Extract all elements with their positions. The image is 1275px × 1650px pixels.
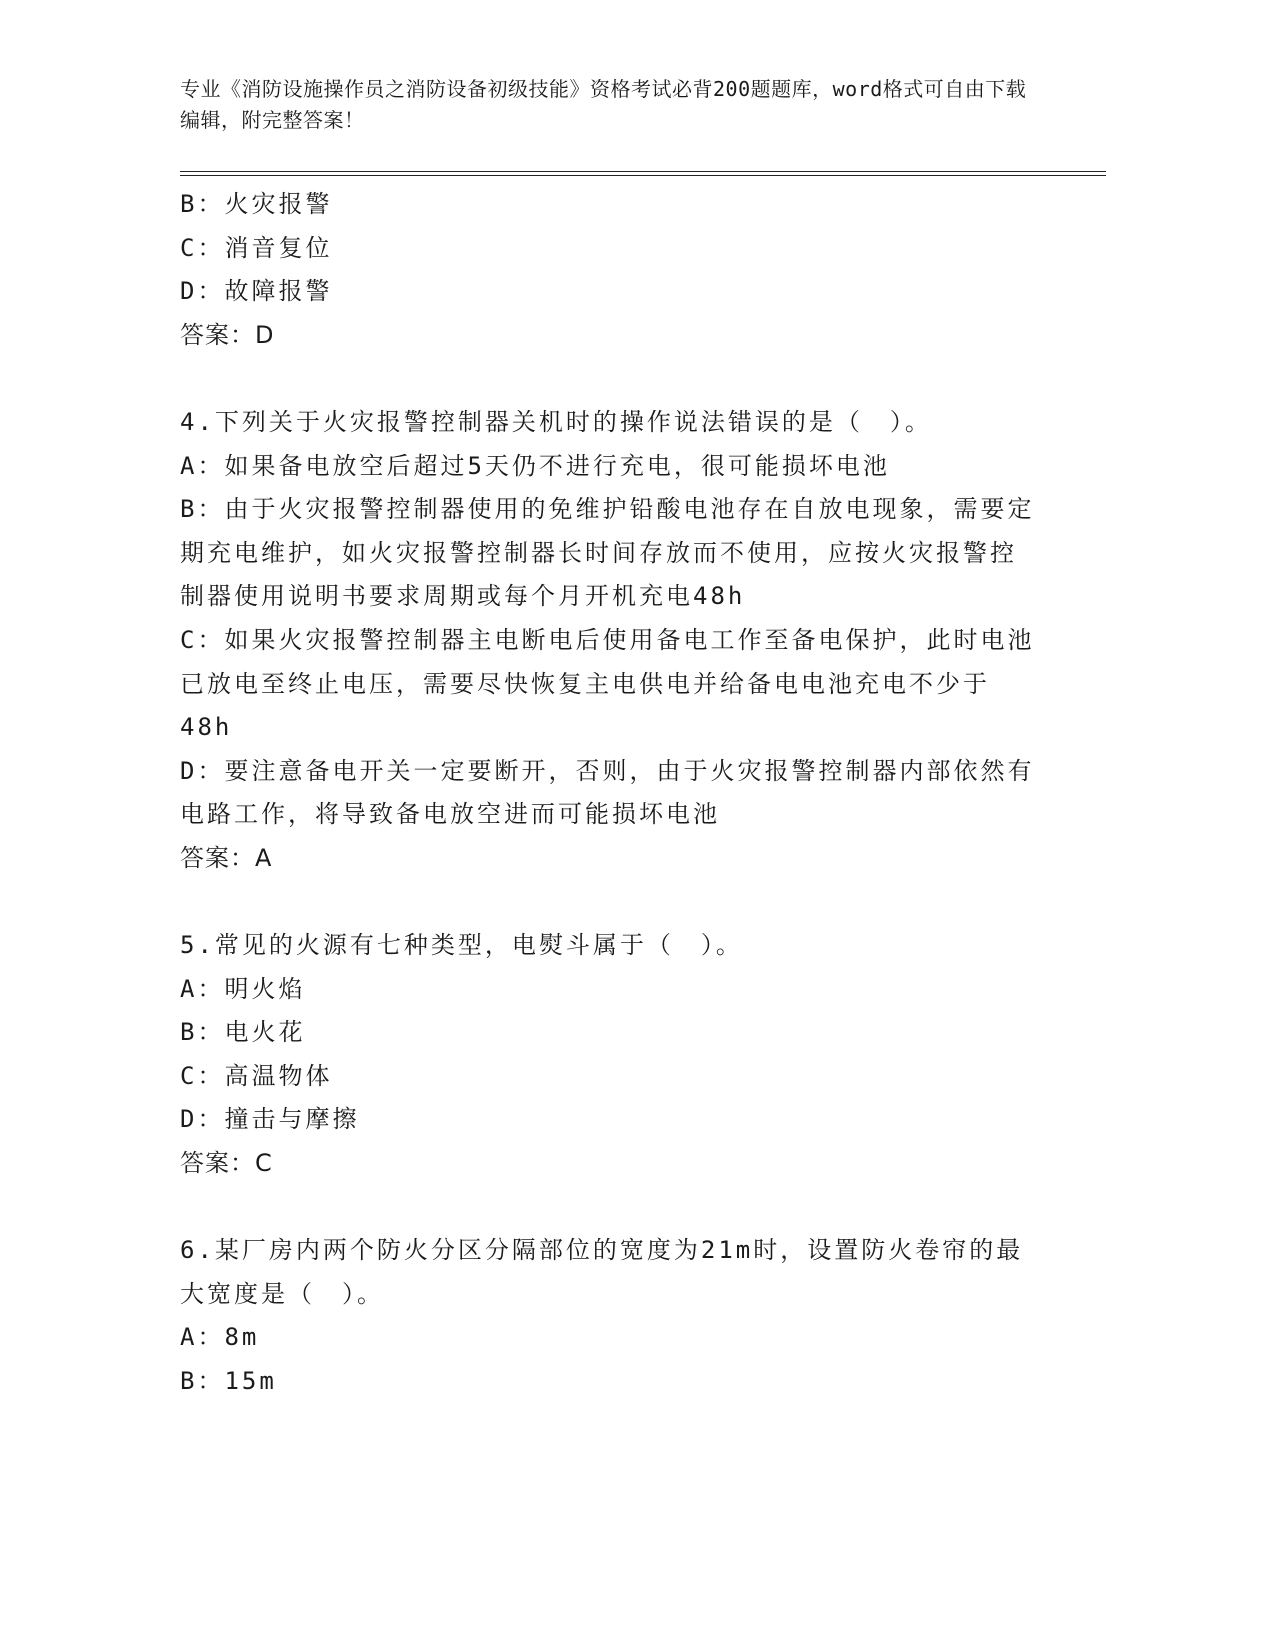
question-spacer xyxy=(180,357,1040,401)
header-divider-top xyxy=(180,171,1106,172)
answer-option: B：15m xyxy=(180,1367,277,1396)
answer-line: 答案：C xyxy=(180,1149,273,1178)
answer-option: A：明火焰 xyxy=(180,974,306,1003)
answer-line: 答案：A xyxy=(180,843,273,872)
question-stem: 4.下列关于火灾报警控制器关机时的操作说法错误的是（ ）。 xyxy=(180,407,932,436)
answer-option: C：如果火灾报警控制器主电断电后使用备电工作至备电保护，此时电池已放电至终止电压，需要尽快恢复主电供电并给备电电池充电不少于48h xyxy=(180,625,1035,742)
answer-option: B：火灾报警 xyxy=(180,190,333,218)
question-stem: 6.某厂房内两个防火分区分隔部位的宽度为21m时，设置防火卷帘的最大宽度是（ ）。 xyxy=(180,1236,1024,1308)
question-stem: 5.常见的火源有七种类型，电熨斗属于（ ）。 xyxy=(180,931,743,960)
question-content xyxy=(180,183,1040,1404)
answer-option: B：由于火灾报警控制器使用的免维护铅酸电池存在自放电现象，需要定期充电维护，如火灾报警控制器长时间存放而不使用，应按火灾报警控制器使用说明书要求周期或每个月开机充电48h xyxy=(180,495,1035,611)
answer-line: 答案：D xyxy=(180,320,275,349)
answer-option: D：要注意备电开关一定要断开，否则，由于火灾报警控制器内部依然有电路工作，将导致备电放空进而可能损坏电池 xyxy=(180,756,1035,829)
question-spacer xyxy=(180,1186,1040,1230)
question-spacer xyxy=(180,881,1040,925)
header-divider-bottom xyxy=(180,175,1106,176)
answer-option: A：如果备电放空后超过5天仍不进行充电，很可能损坏电池 xyxy=(180,451,890,480)
answer-option: D：撞击与摩擦 xyxy=(180,1105,360,1134)
document-header: 专业《消防设施操作员之消防设备初级技能》资格考试必背200题题库，word格式可自由下载编辑，附完整答案！ xyxy=(180,77,1027,132)
answer-option: C：高温物体 xyxy=(180,1061,333,1090)
answer-option: B：电火花 xyxy=(180,1018,306,1047)
answer-option: D：故障报警 xyxy=(180,277,333,306)
answer-option: C：消音复位 xyxy=(180,233,333,262)
answer-option: A：8m xyxy=(180,1323,260,1352)
